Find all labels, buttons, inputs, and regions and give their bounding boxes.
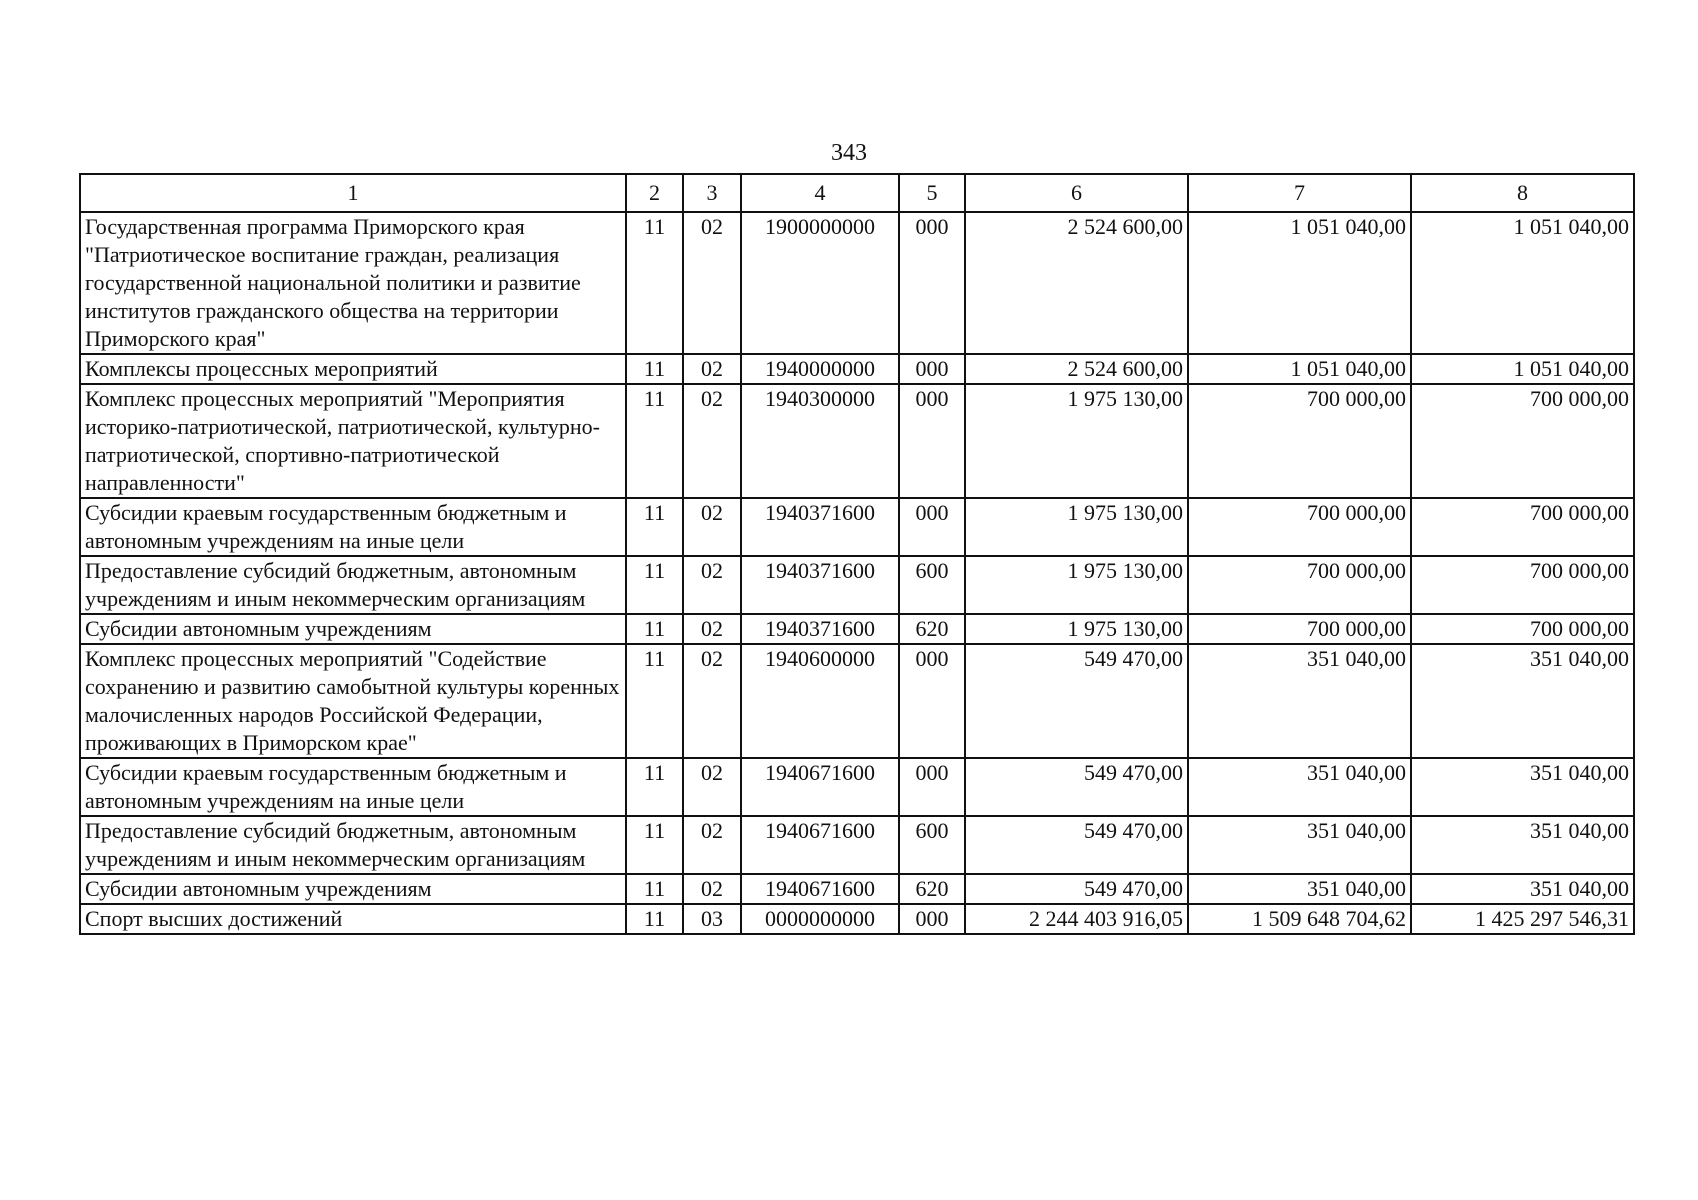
expense-type-code: 000 (899, 354, 965, 384)
amount-col-8: 351 040,00 (1411, 758, 1634, 816)
target-article-code: 1940671600 (741, 874, 899, 904)
section-code: 11 (626, 904, 683, 934)
table-row (80, 758, 1634, 816)
target-article-code: 1940000000 (741, 354, 899, 384)
amount-col-6: 1 975 130,00 (965, 556, 1188, 614)
target-article-code: 1940371600 (741, 556, 899, 614)
section-code: 11 (626, 556, 683, 614)
row-name: Субсидии автономным учреждениям (80, 614, 626, 644)
row-name: Государственная программа Приморского края "Патриотическое воспитание граждан, реализация государственной национальной политики и развитие институтов гражданского общества на территории Приморского края" (80, 212, 626, 354)
table-row (80, 498, 1634, 556)
amount-col-6: 2 244 403 916,05 (965, 904, 1188, 934)
amount-col-6: 549 470,00 (965, 644, 1188, 758)
expense-type-code: 000 (899, 758, 965, 816)
section-code: 11 (626, 354, 683, 384)
amount-col-8: 700 000,00 (1411, 384, 1634, 498)
section-code: 11 (626, 816, 683, 874)
subsection-code: 02 (683, 874, 741, 904)
target-article-code: 1940600000 (741, 644, 899, 758)
amount-col-7: 351 040,00 (1188, 874, 1411, 904)
table-row (80, 212, 1634, 354)
amount-col-8: 1 051 040,00 (1411, 354, 1634, 384)
section-code: 11 (626, 212, 683, 354)
row-name: Комплекс процессных мероприятий "Содействие сохранению и развитию самобытной культуры коренных малочисленных народов Российской Федерации, проживающих в Приморском крае" (80, 644, 626, 758)
row-name: Предоставление субсидий бюджетным, автономным учреждениям и иным некоммерческим организациям (80, 816, 626, 874)
target-article-code: 1940371600 (741, 498, 899, 556)
amount-col-7: 700 000,00 (1188, 614, 1411, 644)
row-name: Субсидии краевым государственным бюджетным и автономным учреждениям на иные цели (80, 498, 626, 556)
expense-type-code: 000 (899, 644, 965, 758)
subsection-code: 02 (683, 758, 741, 816)
expense-type-code: 620 (899, 614, 965, 644)
expense-type-code: 600 (899, 816, 965, 874)
amount-col-7: 700 000,00 (1188, 384, 1411, 498)
table-row (80, 644, 1634, 758)
target-article-code: 1940300000 (741, 384, 899, 498)
amount-col-6: 1 975 130,00 (965, 384, 1188, 498)
expense-type-code: 000 (899, 498, 965, 556)
subsection-code: 02 (683, 816, 741, 874)
target-article-code: 1940671600 (741, 758, 899, 816)
amount-col-6: 2 524 600,00 (965, 354, 1188, 384)
table-row (80, 874, 1634, 904)
amount-col-7: 1 509 648 704,62 (1188, 904, 1411, 934)
amount-col-7: 1 051 040,00 (1188, 354, 1411, 384)
section-code: 11 (626, 758, 683, 816)
amount-col-6: 549 470,00 (965, 874, 1188, 904)
row-name: Спорт высших достижений (80, 904, 626, 934)
expense-type-code: 620 (899, 874, 965, 904)
table-header-row (80, 174, 1634, 212)
amount-col-6: 549 470,00 (965, 758, 1188, 816)
expense-type-code: 600 (899, 556, 965, 614)
row-name: Предоставление субсидий бюджетным, автономным учреждениям и иным некоммерческим организациям (80, 556, 626, 614)
table-row (80, 904, 1634, 934)
target-article-code: 1940671600 (741, 816, 899, 874)
subsection-code: 02 (683, 212, 741, 354)
table-row (80, 354, 1634, 384)
table-row (80, 384, 1634, 498)
column-header: 4 (741, 174, 899, 212)
amount-col-7: 351 040,00 (1188, 816, 1411, 874)
column-header: 5 (899, 174, 965, 212)
column-header: 2 (626, 174, 683, 212)
amount-col-6: 549 470,00 (965, 816, 1188, 874)
target-article-code: 1900000000 (741, 212, 899, 354)
section-code: 11 (626, 498, 683, 556)
subsection-code: 02 (683, 354, 741, 384)
row-name: Субсидии краевым государственным бюджетным и автономным учреждениям на иные цели (80, 758, 626, 816)
amount-col-8: 1 425 297 546,31 (1411, 904, 1634, 934)
row-name: Комплексы процессных мероприятий (80, 354, 626, 384)
column-header: 3 (683, 174, 741, 212)
budget-table (79, 173, 1635, 935)
section-code: 11 (626, 384, 683, 498)
table-row (80, 816, 1634, 874)
target-article-code: 1940371600 (741, 614, 899, 644)
amount-col-7: 351 040,00 (1188, 758, 1411, 816)
column-header: 6 (965, 174, 1188, 212)
target-article-code: 0000000000 (741, 904, 899, 934)
table-row (80, 556, 1634, 614)
column-header: 8 (1411, 174, 1634, 212)
amount-col-6: 2 524 600,00 (965, 212, 1188, 354)
amount-col-8: 351 040,00 (1411, 816, 1634, 874)
page-number: 343 (831, 140, 867, 166)
subsection-code: 02 (683, 644, 741, 758)
section-code: 11 (626, 874, 683, 904)
expense-type-code: 000 (899, 384, 965, 498)
column-header: 1 (80, 174, 626, 212)
amount-col-6: 1 975 130,00 (965, 614, 1188, 644)
amount-col-7: 351 040,00 (1188, 644, 1411, 758)
expense-type-code: 000 (899, 904, 965, 934)
row-name: Комплекс процессных мероприятий "Мероприятия историко-патриотической, патриотической, культурно-патриотической, спортивно-патриотической направленности" (80, 384, 626, 498)
table-row (80, 614, 1634, 644)
subsection-code: 03 (683, 904, 741, 934)
amount-col-6: 1 975 130,00 (965, 498, 1188, 556)
amount-col-8: 700 000,00 (1411, 556, 1634, 614)
amount-col-8: 700 000,00 (1411, 614, 1634, 644)
expense-type-code: 000 (899, 212, 965, 354)
amount-col-7: 700 000,00 (1188, 556, 1411, 614)
subsection-code: 02 (683, 498, 741, 556)
amount-col-8: 351 040,00 (1411, 644, 1634, 758)
section-code: 11 (626, 614, 683, 644)
row-name: Субсидии автономным учреждениям (80, 874, 626, 904)
column-header: 7 (1188, 174, 1411, 212)
amount-col-8: 700 000,00 (1411, 498, 1634, 556)
subsection-code: 02 (683, 384, 741, 498)
section-code: 11 (626, 644, 683, 758)
amount-col-8: 1 051 040,00 (1411, 212, 1634, 354)
subsection-code: 02 (683, 556, 741, 614)
amount-col-7: 700 000,00 (1188, 498, 1411, 556)
amount-col-8: 351 040,00 (1411, 874, 1634, 904)
amount-col-7: 1 051 040,00 (1188, 212, 1411, 354)
subsection-code: 02 (683, 614, 741, 644)
